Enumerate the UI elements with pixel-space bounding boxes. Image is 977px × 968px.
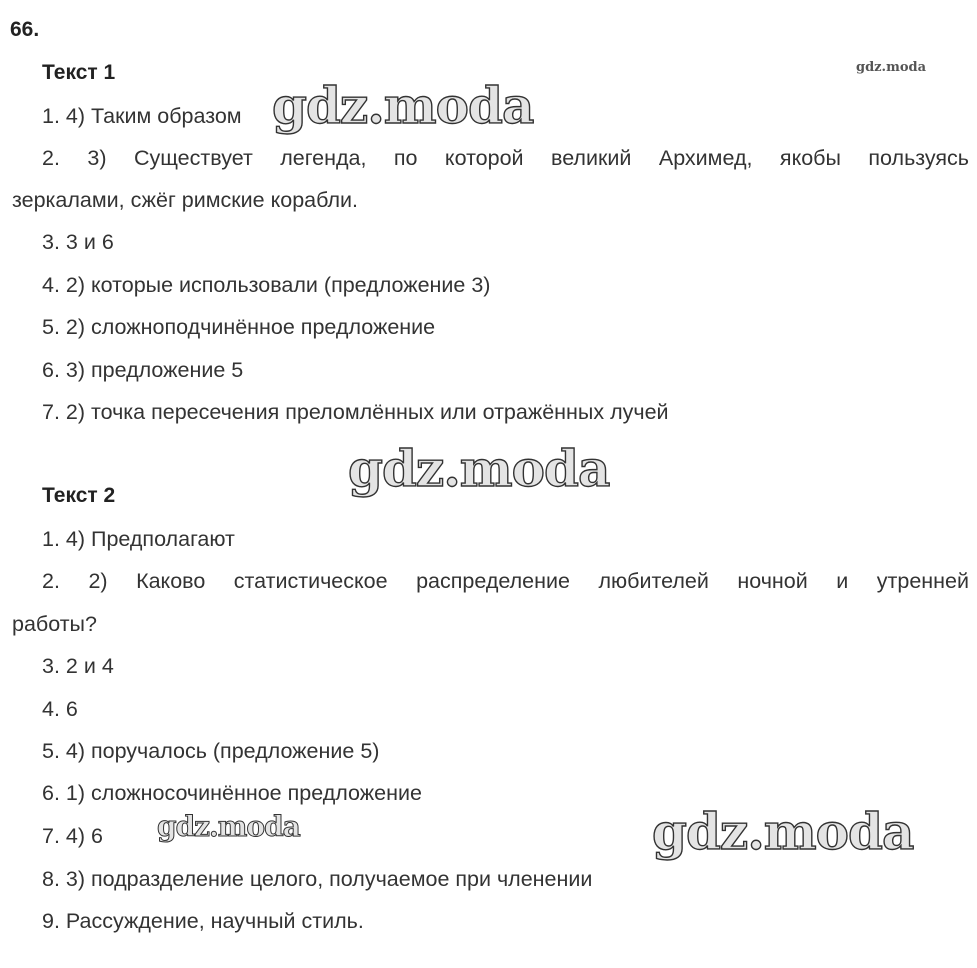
watermark-3: gdz.moda xyxy=(157,810,300,843)
text2-item2-line1: 2. 2) Каково статистическое распределение любителей ночной и утренней xyxy=(42,569,969,593)
text2-item9: 9. Рассуждение, научный стиль. xyxy=(42,909,364,933)
watermark-1: gdz.moda xyxy=(272,76,534,135)
text2-item4: 4. 6 xyxy=(42,697,78,721)
text2-heading: Текст 2 xyxy=(42,484,116,507)
text1-item1: 1. 4) Таким образом xyxy=(42,104,242,128)
text1-heading: Текст 1 xyxy=(42,61,116,84)
text2-item3: 3. 2 и 4 xyxy=(42,654,114,678)
text2-item5: 5. 4) поручалось (предложение 5) xyxy=(42,739,380,763)
watermark-small: gdz.moda xyxy=(856,60,927,75)
text2-item7: 7. 4) 6 xyxy=(42,824,103,848)
exercise-number: 66. xyxy=(10,18,40,41)
text1-item2-line2: зеркалами, сжёг римские корабли. xyxy=(12,188,358,212)
text2-item8: 8. 3) подразделение целого, получаемое при членении xyxy=(42,867,593,891)
text2-item1: 1. 4) Предполагают xyxy=(42,527,235,551)
text1-item4: 4. 2) которые использовали (предложение 3) xyxy=(42,273,491,297)
text1-item2-line1: 2. 3) Существует легенда, по которой великий Архимед, якобы пользуясь xyxy=(42,146,969,170)
text2-item6: 6. 1) сложносочинённое предложение xyxy=(42,781,422,805)
text1-item5: 5. 2) сложноподчинённое предложение xyxy=(42,315,436,339)
watermark-4: gdz.moda xyxy=(652,802,914,861)
text2-item2-line2: работы? xyxy=(12,612,97,636)
text1-item7: 7. 2) точка пересечения преломлённых или отражённых лучей xyxy=(42,400,669,424)
watermark-2: gdz.moda xyxy=(348,439,610,498)
text1-item3: 3. 3 и 6 xyxy=(42,230,114,254)
text1-item6: 6. 3) предложение 5 xyxy=(42,358,244,382)
